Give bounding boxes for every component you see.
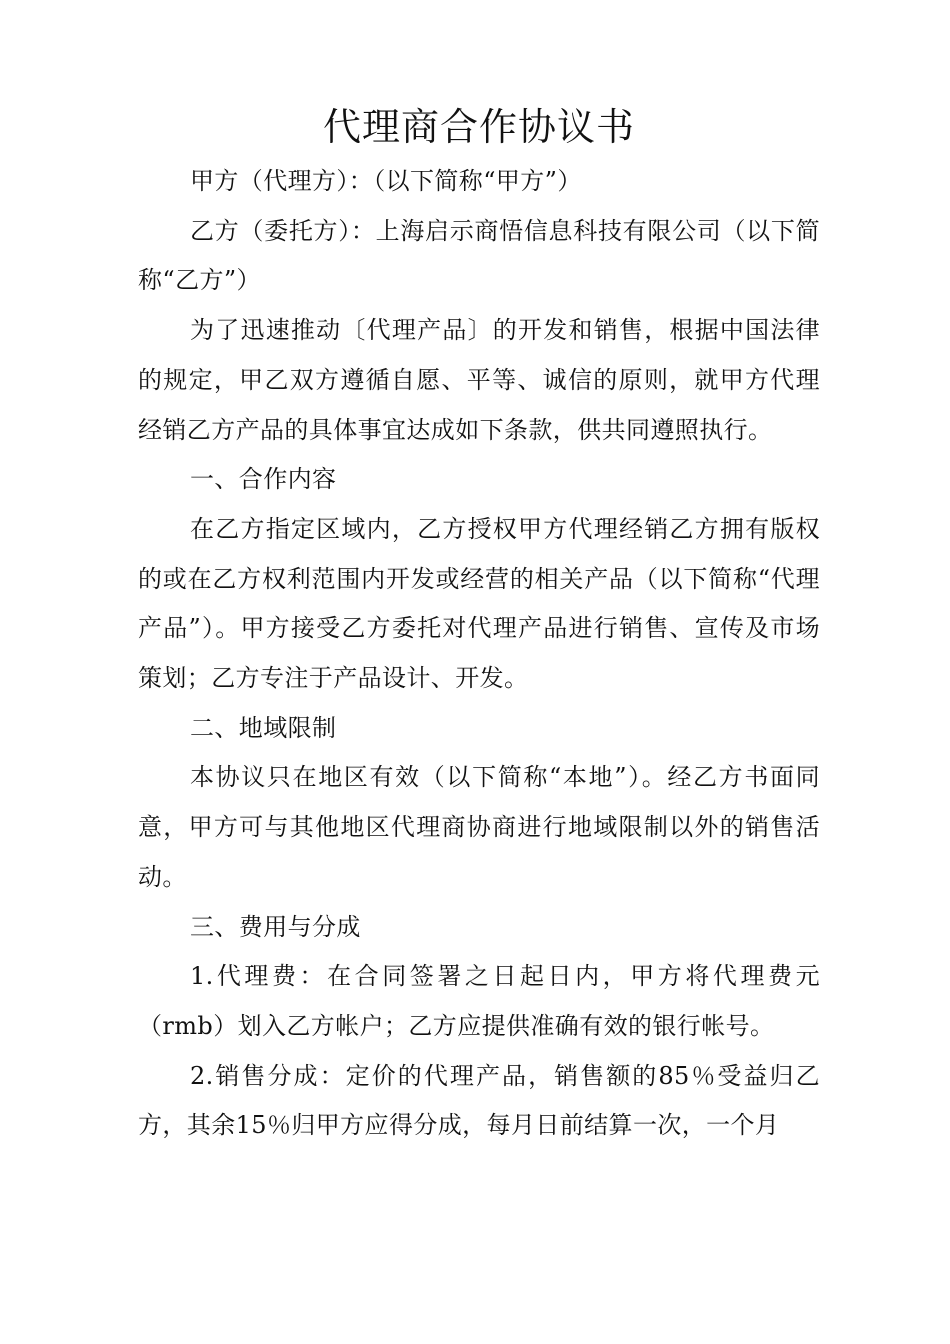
document-title: 代理商合作协议书 [322,105,635,149]
cooperation-paragraph: 在乙方指定区域内，乙方授权甲方代理经销乙方拥有版权的或在乙方权利范围内开发或经营的相关产品（以下简称“代理产品”）。甲方接受乙方委托对代理产品进行销售、宣传及市场策划；乙方专注于产品设计、开发。 [138,514,820,693]
preamble-paragraph: 为了迅速推动〔代理产品〕的开发和销售，根据中国法律的规定，甲乙双方遵循自愿、平等、诚信的原则，就甲方代理经销乙方产品的具体事宜达成如下条款，供共同遵照执行。 [138,316,820,444]
section-heading-cooperation: 一、合作内容 [190,465,337,494]
agency-fee-paragraph: 1.代理费：在合同签署之日起日内，甲方将代理费元（rmb）划入乙方帐户；乙方应提供准确有效的银行帐号。 [138,962,820,1040]
document-body [138,157,820,1151]
sales-share-paragraph: 2.销售分成：定价的代理产品，销售额的85％受益归乙方，其余15％归甲方应得分成，每月日前结算一次，一个月 [138,1061,820,1140]
region-paragraph: 本协议只在地区有效（以下简称“本地”）。经乙方书面同意，甲方可与其他地区代理商协商进行地域限制以外的销售活动。 [138,763,820,891]
party-a-line: 甲方（代理方）：（以下简称“甲方”） [190,167,582,195]
section-heading-region: 二、地域限制 [190,713,337,742]
party-b-line: 乙方（委托方）：上海启示商悟信息科技有限公司（以下简称“乙方”） [138,216,820,295]
section-heading-fees: 三、费用与分成 [190,912,361,941]
